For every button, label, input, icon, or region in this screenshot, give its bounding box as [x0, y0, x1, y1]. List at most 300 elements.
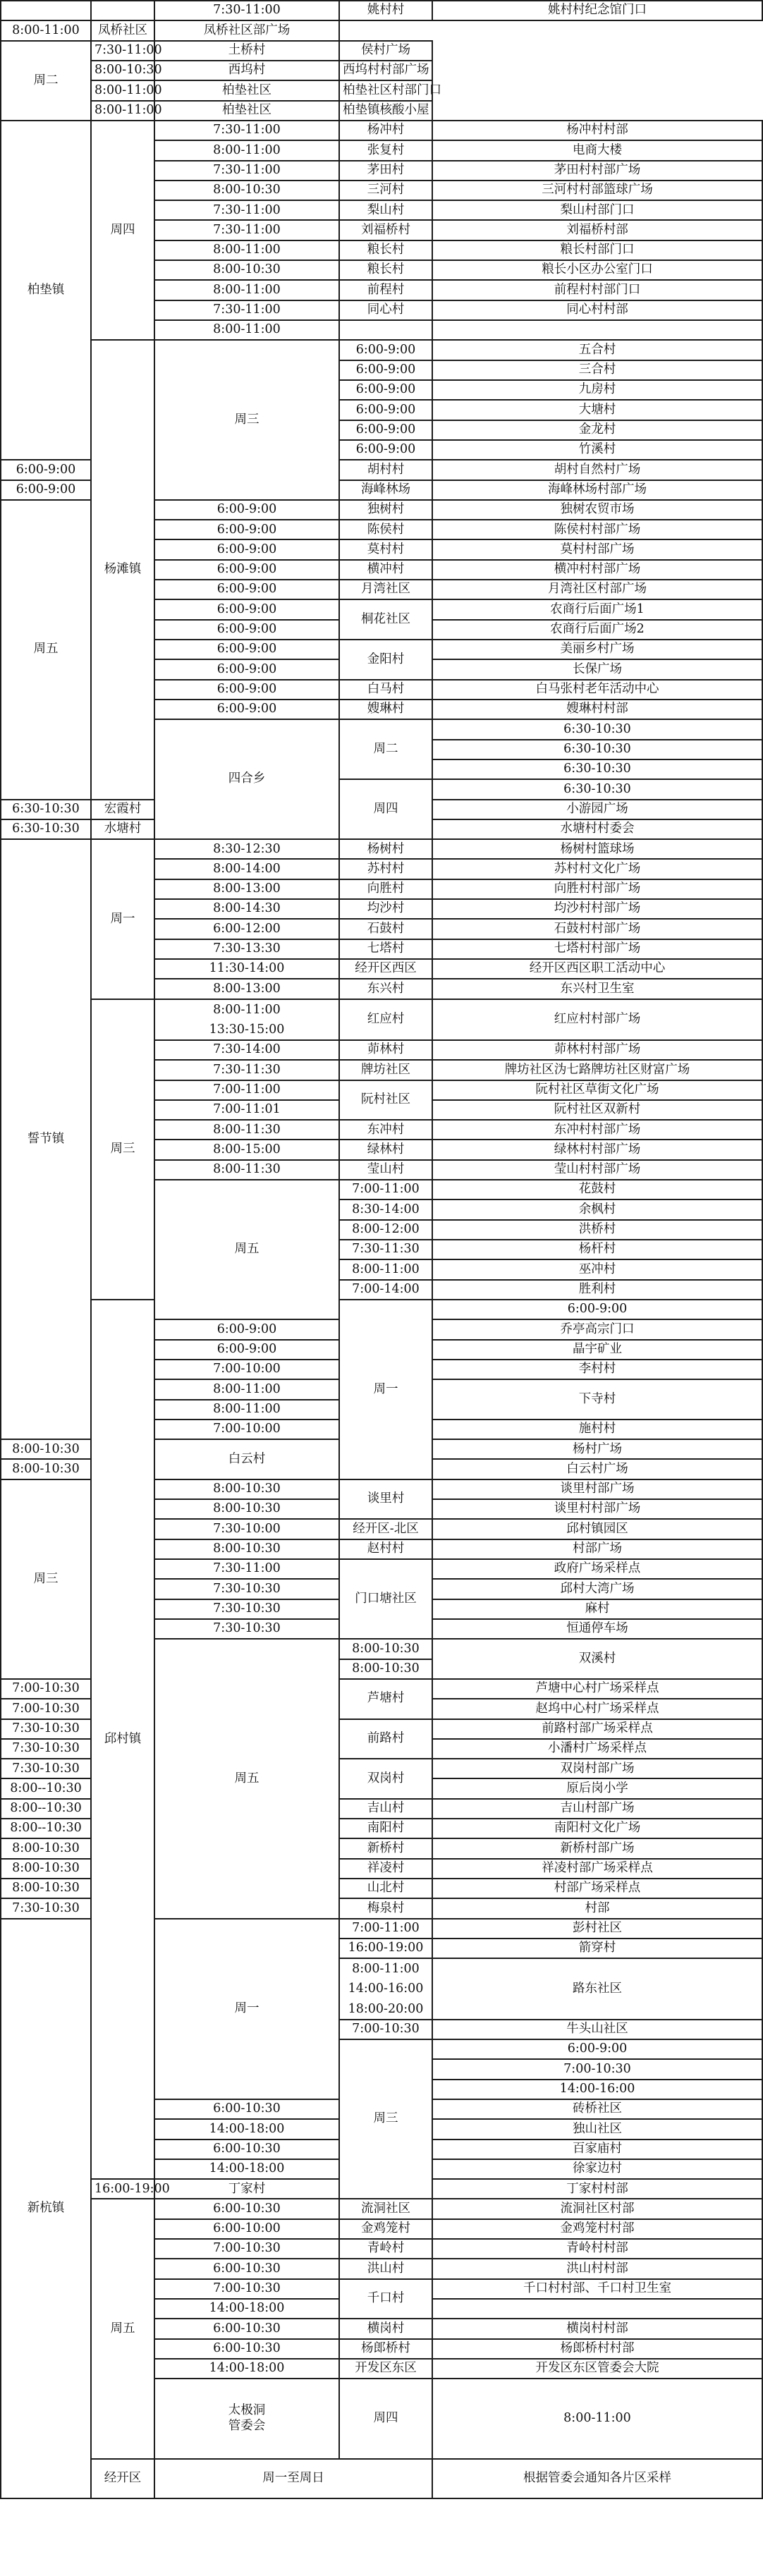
village-cell [432, 1958, 762, 2019]
sampling-site-cell [432, 240, 762, 260]
sampling-site-cell [432, 1319, 762, 1339]
time-cell [91, 2179, 170, 2199]
time-slot: 8:00--10:30 [10, 1781, 82, 1795]
time-slot: 7:30-11:00 [94, 43, 162, 58]
time-cell [1, 1759, 91, 1778]
village-cell [339, 200, 432, 220]
weekday-cell [339, 719, 432, 779]
village-name: 李村村 [578, 1362, 616, 1376]
time-slot: 6:00-9:00 [216, 622, 277, 637]
village-cell [339, 121, 432, 140]
time-slot: 8:00-11:00 [352, 1962, 420, 1977]
village-name: 三合村 [578, 362, 616, 377]
time-cell [154, 620, 339, 640]
sampling-site: 柏垫镇核酸小屋 [343, 102, 429, 117]
time-slot: 7:30-10:30 [213, 1601, 281, 1616]
time-cell [154, 300, 339, 320]
time-slot: 8:00-10:30 [352, 1661, 420, 1675]
sampling-site: 恒通停车场 [566, 1621, 628, 1636]
time-cell [154, 161, 339, 181]
time-cell [154, 1579, 339, 1599]
village-cell [432, 1420, 762, 1439]
sampling-site-cell [432, 580, 762, 599]
village-cell [339, 2279, 432, 2319]
time-cell [1, 1819, 91, 1838]
village-cell [432, 440, 762, 460]
time-cell [432, 779, 762, 799]
sampling-site: 青岭村村部 [566, 2241, 628, 2256]
village-name: 竹溪村 [578, 442, 616, 457]
village-cell [339, 2259, 432, 2278]
village-cell [339, 260, 432, 280]
sampling-site: 阮村社区双新村 [554, 1102, 641, 1117]
sampling-site-cell [432, 2339, 762, 2359]
sampling-site-cell [432, 819, 762, 839]
time-cell [154, 2319, 339, 2338]
time-cell [339, 1639, 432, 1659]
time-slot: 7:30-11:00 [213, 162, 281, 177]
table-row [1, 2459, 762, 2499]
time-cell [154, 1160, 339, 1180]
time-slot: 6:30-10:30 [12, 801, 80, 816]
village-cell [339, 1160, 432, 1180]
table-row [1, 999, 762, 1040]
village-name: 向胜村 [367, 881, 405, 896]
town-name: 四合乡 [228, 771, 266, 786]
time-cell [154, 2099, 339, 2119]
sampling-site: 西坞村村部广场 [343, 63, 429, 78]
sampling-site: 凤桥社区部广场 [203, 23, 291, 37]
sampling-site-cell [432, 2239, 762, 2259]
village-name: 路东社区 [573, 1981, 622, 1996]
village-cell [432, 1280, 762, 1300]
village-cell [339, 2239, 432, 2259]
sampling-site: 开发区东区管委会大院 [535, 2361, 659, 2376]
village-name: 百家庙村 [573, 2141, 622, 2156]
time-cell [154, 2199, 339, 2218]
village-name: 阮村社区 [361, 1092, 410, 1107]
village-cell [432, 1639, 762, 1679]
village-name: 南阳村 [367, 1821, 405, 1836]
village-name: 芦塘村 [367, 1691, 405, 1706]
time-slot: 6:30-10:30 [563, 762, 631, 776]
village-cell [432, 1200, 762, 1219]
time-slot: 16:00-19:00 [94, 2181, 170, 2196]
village-name: 洪桥村 [578, 1222, 616, 1237]
weekday: 周四 [373, 2411, 398, 2426]
sampling-site-cell [432, 1679, 762, 1699]
sampling-site-cell [432, 500, 762, 520]
time-cell [154, 1100, 339, 1120]
time-cell [154, 939, 339, 959]
time-cell [154, 1319, 339, 1339]
time-cell [1, 800, 91, 819]
sampling-site-cell [432, 280, 762, 300]
village-cell [339, 240, 432, 260]
table-row [1, 41, 762, 61]
time-cell [1, 1799, 91, 1819]
time-cell [154, 659, 339, 679]
village-name: 粮长村 [367, 243, 405, 257]
village-name: 独山社区 [573, 2121, 622, 2136]
sampling-site-cell [432, 320, 762, 340]
village-name: 吉山村 [367, 1801, 405, 1816]
time-cell [154, 599, 339, 619]
sampling-note: 根据管委会通知各片区采样 [523, 2471, 671, 2486]
time-cell [154, 1379, 339, 1399]
village-cell [339, 1838, 432, 1858]
village-cell [339, 539, 432, 559]
sampling-site-cell [432, 1100, 762, 1120]
sampling-site-cell [432, 1559, 762, 1579]
sampling-site-cell [432, 999, 762, 1040]
village-name: 金鸡笼村 [361, 2221, 410, 2236]
village-cell [154, 80, 339, 100]
time-slot: 7:30-10:30 [12, 1741, 80, 1756]
table-row [1, 1300, 762, 1319]
weekday-range-cell [154, 2459, 432, 2499]
weekday-cell [1, 1479, 91, 1679]
sampling-site: 月湾社区村部广场 [548, 582, 647, 597]
time-cell [154, 520, 339, 539]
time-cell [1, 1739, 91, 1759]
sampling-site-cell [432, 1719, 762, 1739]
time-cell [154, 1479, 339, 1499]
sampling-site: 洪山村村部 [566, 2261, 628, 2276]
weekday: 周五 [234, 1771, 260, 1786]
table-row [1, 61, 762, 80]
village-name: 东兴村 [367, 981, 405, 996]
town-name: 柏垫镇 [27, 282, 65, 297]
time-cell [154, 2239, 339, 2259]
time-slot: 8:00--10:30 [10, 1821, 82, 1836]
time-cell [432, 759, 762, 779]
town-cell [1, 1, 91, 20]
village-cell [339, 460, 432, 480]
sampling-site-cell [432, 859, 762, 879]
sampling-site: 美丽乡村广场 [560, 642, 635, 657]
sampling-site: 均沙村村部广场 [554, 901, 641, 916]
sampling-site-cell [432, 200, 762, 220]
time-slot: 6:00-9:00 [355, 442, 416, 457]
village-name: 柏垫社区 [222, 102, 271, 117]
sampling-site: 谈里村村部广场 [554, 1501, 641, 1516]
time-slot: 6:00-9:00 [216, 582, 277, 597]
time-slot: 6:00-9:00 [216, 562, 277, 577]
time-cell [154, 839, 339, 859]
sampling-site: 绿林村村部广场 [554, 1142, 641, 1156]
town-name: 杨滩镇 [104, 562, 142, 577]
time-slot: 8:00-11:00 [213, 322, 281, 337]
time-cell [154, 879, 339, 899]
time-cell [154, 260, 339, 280]
time-cell [154, 2339, 339, 2359]
village-cell [432, 340, 762, 360]
sampling-site-cell [432, 1459, 762, 1479]
village-cell [339, 1679, 432, 1719]
village-cell [339, 1559, 432, 1639]
sampling-site: 柏垫社区村部门口 [343, 83, 441, 97]
time-cell [339, 380, 432, 400]
village-name: 刘福桥村 [361, 222, 410, 237]
time-cell [154, 899, 339, 919]
sampling-site-cell [432, 2219, 762, 2239]
time-slot: 8:00-10:30 [12, 1881, 80, 1896]
time-slot: 7:30-11:00 [213, 123, 281, 138]
village-name: 大塘村 [578, 402, 616, 417]
time-slot: 6:00-10:30 [213, 2101, 281, 2116]
village-name: 胜利村 [578, 1282, 616, 1297]
weekday-cell [154, 1180, 339, 1319]
time-cell [154, 2359, 339, 2379]
time-slot: 8:00-11:00 [352, 1262, 420, 1276]
time-cell [154, 320, 339, 340]
time-cell [154, 580, 339, 599]
sampling-site-cell [432, 520, 762, 539]
village-cell [91, 819, 154, 839]
village-cell [432, 1259, 762, 1279]
time-slot: 7:30-11:30 [352, 1242, 420, 1257]
sampling-site-cell [432, 1040, 762, 1060]
time-slot: 7:00-11:01 [213, 1102, 281, 1117]
time-cell [154, 500, 339, 520]
village-cell [339, 220, 432, 240]
sampling-site-cell [432, 1340, 762, 1360]
time-cell [154, 1519, 339, 1539]
time-slot: 6:00-9:00 [216, 542, 277, 556]
sampling-site-cell [432, 1519, 762, 1539]
weekday-cell [91, 839, 154, 999]
time-slot: 8:00-10:30 [12, 1461, 80, 1476]
time-cell [154, 181, 339, 200]
sampling-site-cell [339, 61, 432, 80]
village-name: 砖桥社区 [573, 2101, 622, 2116]
sampling-site-cell [432, 1140, 762, 1159]
weekday-cell [91, 999, 154, 1300]
village-cell [339, 1080, 432, 1121]
village-name: 茅田村 [367, 162, 405, 177]
weekday-cell [339, 1300, 432, 1479]
time-slot: 7:00-11:00 [352, 1182, 420, 1197]
village-cell [154, 1439, 339, 1479]
village-name: 五合村 [578, 342, 616, 357]
time-slot: 8:00-11:00 [94, 102, 162, 117]
time-slot: 7:30-11:00 [213, 202, 281, 217]
time-cell [154, 560, 339, 580]
time-slot: 6:00-10:30 [213, 2261, 281, 2276]
time-cell [432, 719, 762, 739]
sampling-site: 丁家村村部 [566, 2181, 628, 2196]
time-slot: 6:30-10:30 [563, 721, 631, 736]
village-name: 均沙村 [367, 901, 405, 916]
village-name: 七塔村 [367, 941, 405, 956]
time-slot: 6:00-9:00 [355, 422, 416, 437]
time-cell [1, 1439, 91, 1459]
time-cell [154, 859, 339, 879]
village-cell [432, 380, 762, 400]
table-row [1, 839, 762, 859]
village-cell [432, 1919, 762, 1939]
weekday-cell [1, 500, 91, 800]
sampling-site: 晶宇矿业 [573, 1341, 622, 1356]
village-name: 杨冲村 [367, 123, 405, 138]
village-name: 开发区东区 [355, 2361, 417, 2376]
time-cell [91, 61, 162, 80]
time-slot: 8:00-10:30 [12, 1861, 80, 1876]
village-name: 牛头山社区 [566, 2022, 628, 2037]
sampling-site-cell [432, 979, 762, 999]
table-row [1, 20, 762, 40]
sampling-site: 刘福桥村部 [566, 222, 628, 237]
sampling-site-cell [432, 2319, 762, 2338]
sampling-site: 白马张村老年活动中心 [535, 682, 659, 697]
village-cell [339, 2359, 432, 2379]
village-name: 杨杆村 [578, 1242, 616, 1257]
time-cell [154, 1559, 339, 1579]
sampling-site: 莹山村村部广场 [554, 1162, 641, 1177]
time-cell [432, 740, 762, 759]
sampling-site: 东兴村卫生室 [560, 981, 635, 996]
village-name: 前程村 [367, 282, 405, 297]
weekday: 周三 [234, 412, 260, 427]
village-name: 下寺村 [578, 1391, 616, 1406]
sampling-site: 牌坊社区沩七路牌坊社区财富广场 [504, 1062, 690, 1077]
time-slot: 14:00-16:00 [559, 2081, 635, 2096]
village-cell [339, 280, 432, 300]
village-name: 海峰林场 [361, 482, 410, 496]
village-name: 巫冲村 [578, 1262, 616, 1276]
time-slot: 7:30-11:30 [213, 1062, 281, 1077]
sampling-site-cell [432, 1759, 762, 1778]
village-name: 箭穿村 [578, 1941, 616, 1955]
sampling-site: 邱村大湾广场 [560, 1581, 635, 1596]
time-cell [1, 1838, 91, 1858]
village-cell [339, 1879, 432, 1898]
village-name: 经开区西区 [355, 961, 417, 976]
time-slot: 14:00-18:00 [209, 2121, 285, 2136]
sampling-site-cell [432, 620, 762, 640]
village-cell [339, 939, 432, 959]
time-cell [339, 1659, 432, 1679]
time-slot: 18:00-20:00 [348, 2001, 424, 2016]
weekday: 周三 [33, 1571, 59, 1586]
time-slot: 8:00-10:30 [213, 1542, 281, 1556]
village-cell [339, 320, 432, 340]
village-cell [432, 360, 762, 380]
time-slot: 6:00-9:00 [216, 682, 277, 697]
sampling-site: 邱村镇园区 [566, 1521, 628, 1536]
time-slot: 8:00-11:30 [213, 1122, 281, 1137]
time-slot: 6:00-9:00 [216, 642, 277, 657]
sampling-site-cell [432, 1799, 762, 1819]
table-row [1, 121, 762, 140]
weekday-cell [154, 1639, 339, 1918]
time-cell [154, 121, 339, 140]
sampling-site-cell [432, 899, 762, 919]
sampling-site-cell [432, 2259, 762, 2278]
time-slot: 7:00-10:30 [12, 1681, 80, 1696]
sampling-site: 赵坞中心村广场采样点 [535, 1701, 659, 1716]
weekday-cell [154, 340, 339, 500]
time-cell [339, 1280, 432, 1300]
time-cell [339, 440, 432, 460]
table-row [1, 2199, 762, 2218]
time-cell [154, 2119, 339, 2139]
time-cell [154, 2219, 339, 2239]
sampling-site: 苏村村文化广场 [554, 861, 641, 876]
sampling-site-cell [432, 1120, 762, 1140]
village-name: 凤桥社区 [98, 23, 147, 37]
village-name: 白云村 [228, 1451, 266, 1466]
time-slot: 6:00-9:00 [355, 382, 416, 397]
village-name: 流洞社区 [361, 2201, 410, 2216]
time-cell [154, 220, 339, 240]
village-cell [432, 2099, 762, 2119]
town-cell [1, 839, 91, 1439]
time-slot: 8:00-11:00 [213, 1381, 281, 1396]
sampling-site: 同心村村部 [566, 303, 628, 317]
village-cell [339, 1120, 432, 1140]
time-cell [154, 1499, 339, 1519]
weekday: 周二 [373, 741, 398, 756]
town-name: 新杭镇 [27, 2201, 65, 2216]
time-slot: 14:00-18:00 [209, 2161, 285, 2176]
town-cell [91, 340, 154, 799]
time-cell [339, 1958, 432, 2019]
village-name: 茆林村 [367, 1042, 405, 1057]
time-cell [154, 919, 339, 939]
time-cell [339, 400, 432, 420]
village-cell [339, 1859, 432, 1879]
weekday-cell [339, 2039, 432, 2199]
sampling-site: 杨冲村村部 [566, 123, 628, 138]
weekday-cell [1, 41, 91, 121]
time-slot: 6:00-9:00 [216, 1321, 277, 1336]
sampling-site-cell [432, 1479, 762, 1499]
time-cell [432, 2039, 762, 2059]
village-name: 苏村村 [367, 861, 405, 876]
time-cell [91, 41, 162, 61]
weekday-range: 周一至周日 [262, 2471, 324, 2486]
time-cell [1, 1699, 91, 1719]
village-name: 张复村 [367, 142, 405, 157]
village-name: 祥凌村 [367, 1861, 405, 1876]
time-cell [1, 20, 91, 40]
village-cell [339, 1819, 432, 1838]
village-cell [339, 999, 432, 1040]
time-slot: 8:00-10:30 [94, 63, 162, 78]
time-slot: 6:00-10:30 [213, 2201, 281, 2216]
village-name: 徐家边村 [573, 2161, 622, 2176]
sampling-site: 杨村广场 [573, 1441, 622, 1456]
sampling-site-cell [339, 41, 432, 61]
sampling-site: 嫂琳村村部 [566, 702, 628, 716]
time-slot: 7:00-11:00 [352, 1921, 420, 1936]
village-cell [432, 1939, 762, 1958]
village-cell [339, 1519, 432, 1539]
time-slot: 6:00-9:00 [216, 502, 277, 517]
sampling-site: 双岗村部广场 [560, 1761, 635, 1776]
time-cell [154, 700, 339, 719]
weekday: 周五 [234, 1242, 260, 1257]
sampling-site-cell [432, 1879, 762, 1898]
time-slot: 7:30-10:30 [12, 1900, 80, 1915]
village-cell [339, 1719, 432, 1759]
village-cell [432, 420, 762, 440]
time-cell [91, 101, 162, 121]
village-name: 山北村 [367, 1881, 405, 1896]
time-slot: 6:00-9:00 [16, 482, 76, 496]
